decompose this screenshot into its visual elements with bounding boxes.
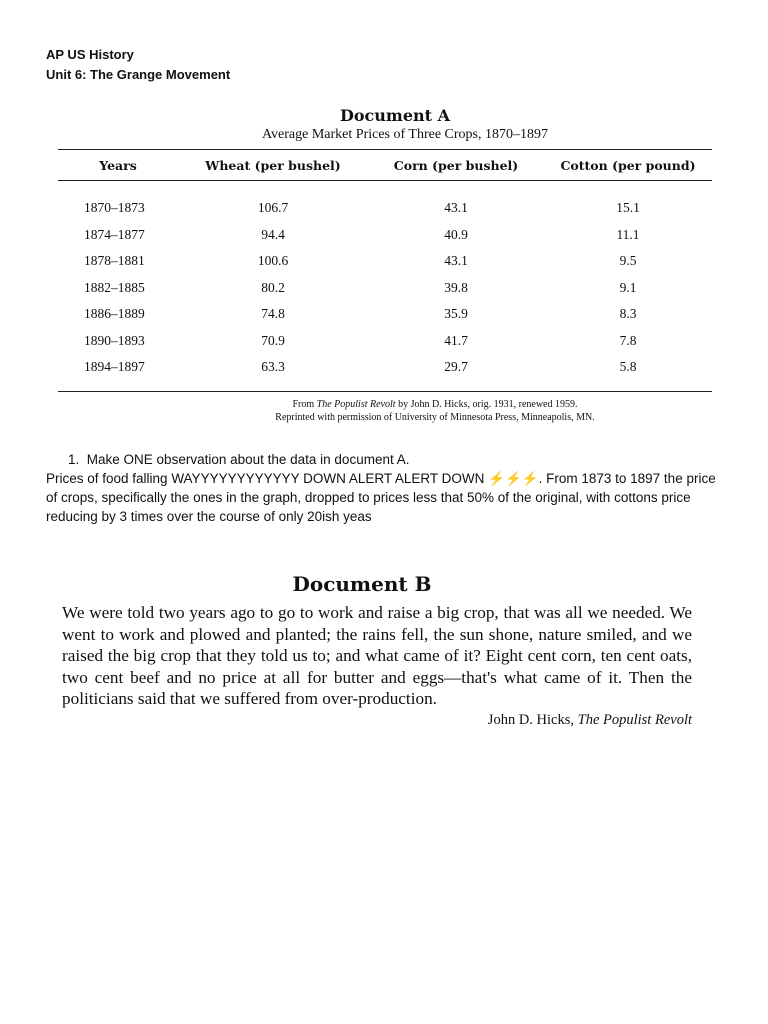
table-row: [58, 301, 712, 328]
question-prompt-line: [46, 450, 716, 469]
unit-title: Unit 6: The Grange Movement: [46, 67, 231, 82]
cell-cotton: 11.1: [616, 226, 640, 242]
attribution-author: John D. Hicks,: [487, 711, 578, 728]
cell-years: 1894–1897: [84, 359, 145, 375]
source-book-title: The Populist Revolt: [316, 398, 396, 410]
table-header-row: [58, 150, 712, 181]
document-a: [58, 106, 712, 424]
lightning-icon: ⚡⚡⚡: [488, 471, 539, 486]
document-a-title: Document A: [339, 106, 451, 125]
source-details: by John D. Hicks, orig. 1931, renewed 1959.: [395, 398, 578, 410]
cell-cotton: 5.8: [619, 359, 637, 375]
crop-price-table: [58, 149, 712, 392]
column-header-wheat: Wheat (per bushel): [205, 157, 341, 173]
source-prefix: From: [292, 398, 317, 410]
document-b-attribution: [62, 710, 692, 730]
cell-years: 1870–1873: [84, 200, 145, 216]
table-row: [58, 328, 712, 355]
cell-years: 1886–1889: [84, 306, 145, 322]
cell-wheat: 100.6: [257, 253, 289, 269]
column-header-corn: Corn (per bushel): [393, 157, 519, 173]
worksheet-header: [46, 45, 230, 85]
cell-years: 1890–1893: [84, 332, 145, 348]
document-a-source: [58, 398, 712, 424]
question-prompt: Make ONE observation about the data in document A.: [86, 452, 410, 467]
document-a-subtitle: Average Market Prices of Three Crops, 1870–1897: [261, 127, 548, 142]
table-row: [58, 354, 712, 391]
cell-years: 1878–1881: [84, 253, 145, 269]
cell-cotton: 15.1: [616, 200, 640, 216]
cell-cotton: 9.1: [619, 279, 637, 295]
question-number: 1.: [68, 452, 80, 467]
attribution-book-title: The Populist Revolt: [577, 711, 692, 728]
table-row: [58, 222, 712, 249]
document-b-title: Document B: [292, 572, 432, 596]
cell-wheat: 74.8: [261, 306, 285, 322]
cell-cotton: 8.3: [619, 306, 637, 322]
cell-corn: 43.1: [444, 253, 468, 269]
source-permission: Reprinted with permission of University of Minnesota Press, Minneapolis, MN.: [275, 411, 595, 423]
table-row: [58, 248, 712, 275]
cell-wheat: 80.2: [261, 279, 285, 295]
cell-wheat: 63.3: [261, 359, 285, 375]
cell-wheat: 70.9: [261, 332, 285, 348]
cell-wheat: 94.4: [261, 226, 285, 242]
cell-years: 1874–1877: [84, 226, 145, 242]
cell-corn: 29.7: [444, 359, 468, 375]
course-title: AP US History: [46, 47, 134, 62]
question-1: [46, 450, 716, 526]
column-header-cotton: Cotton (per pound): [560, 157, 696, 173]
cell-corn: 43.1: [444, 200, 468, 216]
cell-corn: 40.9: [444, 226, 468, 242]
cell-cotton: 9.5: [619, 253, 637, 269]
document-b: [62, 570, 692, 730]
column-header-years: Years: [99, 157, 137, 173]
cell-cotton: 7.8: [619, 332, 637, 348]
cell-years: 1882–1885: [84, 279, 145, 295]
cell-wheat: 106.7: [257, 200, 289, 216]
answer-text-part1: Prices of food falling WAYYYYYYYYYYYY DOWN ALERT ALERT DOWN: [46, 471, 489, 486]
cell-corn: 39.8: [444, 279, 468, 295]
cell-corn: 41.7: [444, 332, 468, 348]
cell-corn: 35.9: [444, 306, 468, 322]
student-answer[interactable]: [46, 469, 716, 526]
table-row: [58, 181, 712, 222]
answer-text-part2: . From 1873 to 1897 the price of crops, specifically the ones in the graph, dropped to prices less that 50% of the original, with cottons price reducing by 3 times over the course of only 20ish yeas: [46, 471, 716, 524]
table-row: [58, 275, 712, 302]
document-b-quote: We were told two years ago to go to work and raise a big crop, that was all we needed. We went to work and plowed and planted; the rains fell, the sun shone, nature smiled, and we raised the big crop that they told us to; and what came of it? Eight cent corn, ten cent oats, two cent beef and no price at all for butter and eggs—that's what came of it. Then the politicians said that we suffered from over-production.: [62, 603, 692, 708]
